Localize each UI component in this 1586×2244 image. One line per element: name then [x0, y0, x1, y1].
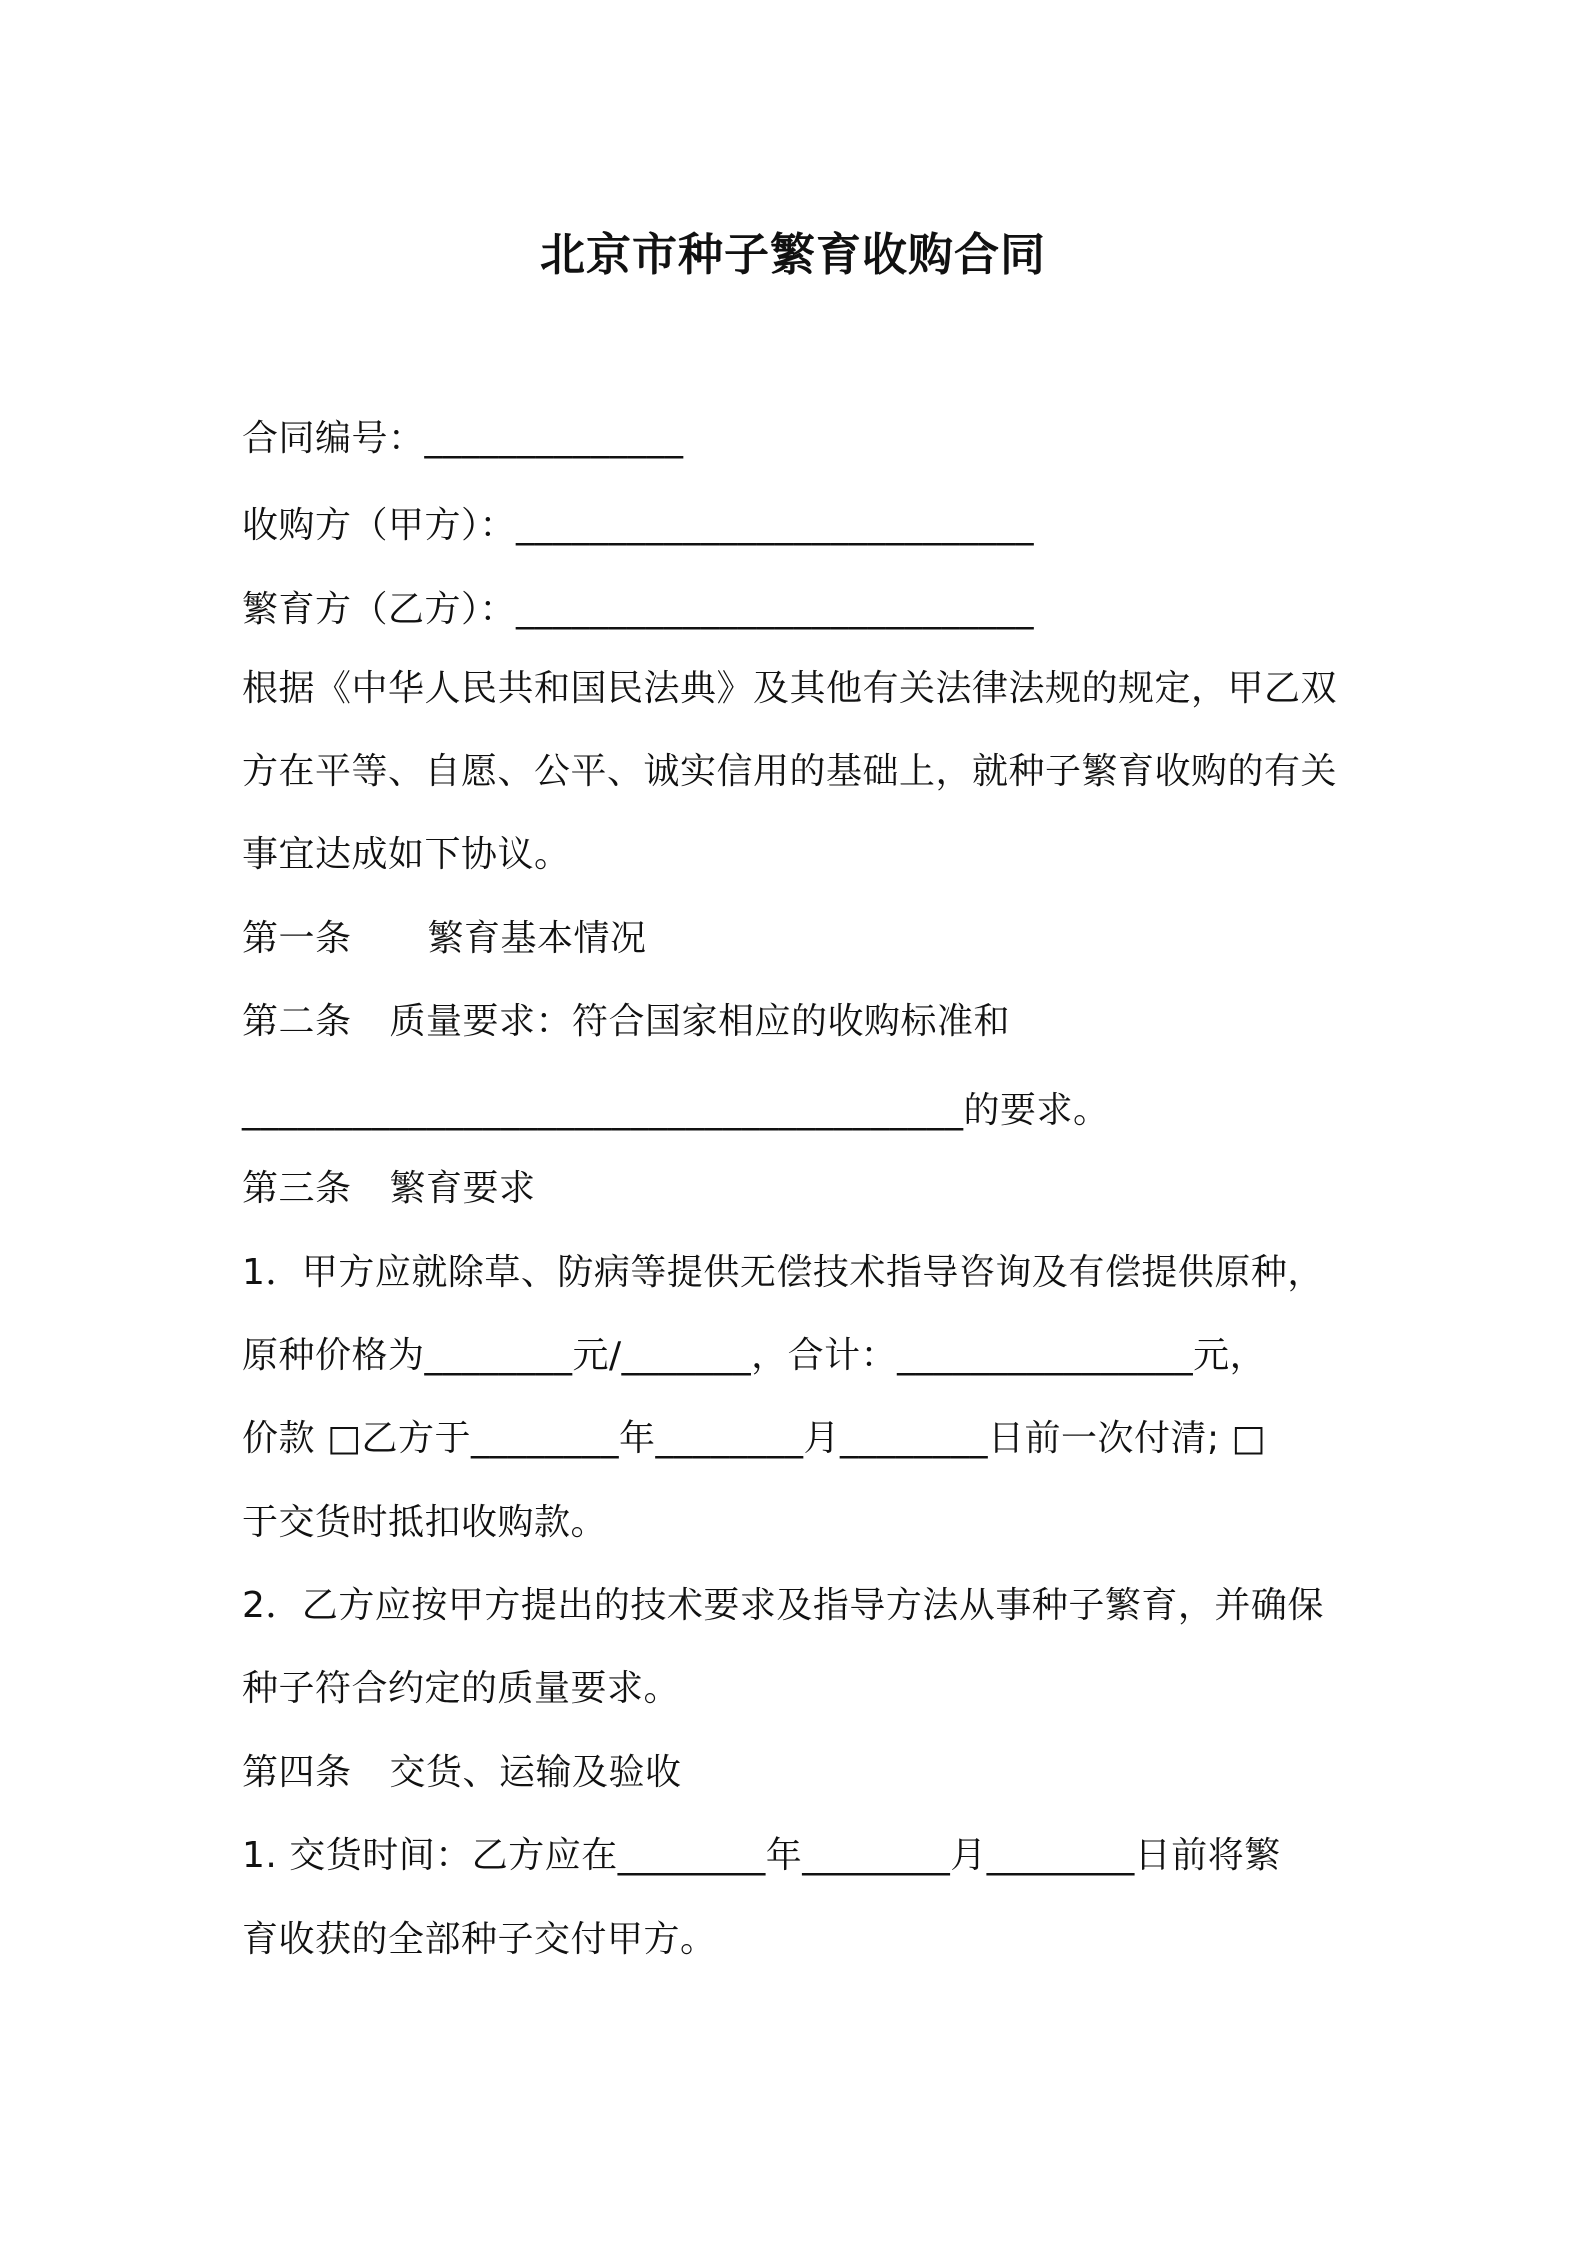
preamble-line-1: 根据《中华人民共和国民法典》及其他有关法律法规的规定，甲乙双 [242, 668, 1338, 709]
article-3-item-2-line-1: 2．乙方应按甲方提出的技术要求及指导方法从事种子繁育，并确保 [242, 1585, 1324, 1626]
article-4-item-1-line-2: 育收获的全部种子交付甲方。 [242, 1919, 717, 1960]
article-3-line [242, 1163, 1352, 1215]
contract-number-line: 合同编号：______________ [242, 418, 684, 459]
article-1-heading: 繁育基本情况 [427, 918, 647, 959]
article-4-line [242, 1747, 1352, 1799]
article-2-number: 第二条 [242, 1001, 352, 1042]
party-a-line: 收购方（甲方）：____________________________ [242, 505, 1035, 546]
article-1-number: 第一条 [242, 918, 352, 959]
article-1-line [242, 913, 1352, 965]
article-4-heading: 交货、运输及验收 [389, 1752, 682, 1793]
preamble-line-2: 方在平等、自愿、公平、诚实信用的基础上，就种子繁育收购的有关 [242, 751, 1338, 792]
party-b-line: 繁育方（乙方）：____________________________ [242, 589, 1035, 630]
article-3-heading: 繁育要求 [389, 1168, 536, 1209]
article-3-item-1-line-4: 于交货时抵扣收购款。 [242, 1502, 608, 1543]
article-3-item-1-line-1: 1．甲方应就除草、防病等提供无偿技术指导咨询及有偿提供原种， [242, 1252, 1324, 1293]
article-3-item-2-line-2: 种子符合约定的质量要求。 [242, 1668, 681, 1709]
article-2-continuation: _______________________________________的要求。 [242, 1090, 1110, 1131]
preamble-line-3: 事宜达成如下协议。 [242, 834, 571, 875]
article-3-number: 第三条 [242, 1168, 352, 1209]
article-4-number: 第四条 [242, 1752, 352, 1793]
article-3-item-1-line-3: 价款 □乙方于________年________月________日前一次付清; □ [242, 1418, 1267, 1459]
document-title: 北京市种子繁育收购合同 [539, 228, 1046, 281]
article-3-item-1-line-2: 原种价格为________元/_______，合计：________________元， [242, 1335, 1267, 1376]
article-4-item-1-line-1: 1. 交货时间：乙方应在________年________月________日前将繁 [242, 1835, 1281, 1876]
article-2-line [242, 996, 1352, 1048]
article-2-text: 质量要求：符合国家相应的收购标准和 [389, 1001, 1011, 1042]
